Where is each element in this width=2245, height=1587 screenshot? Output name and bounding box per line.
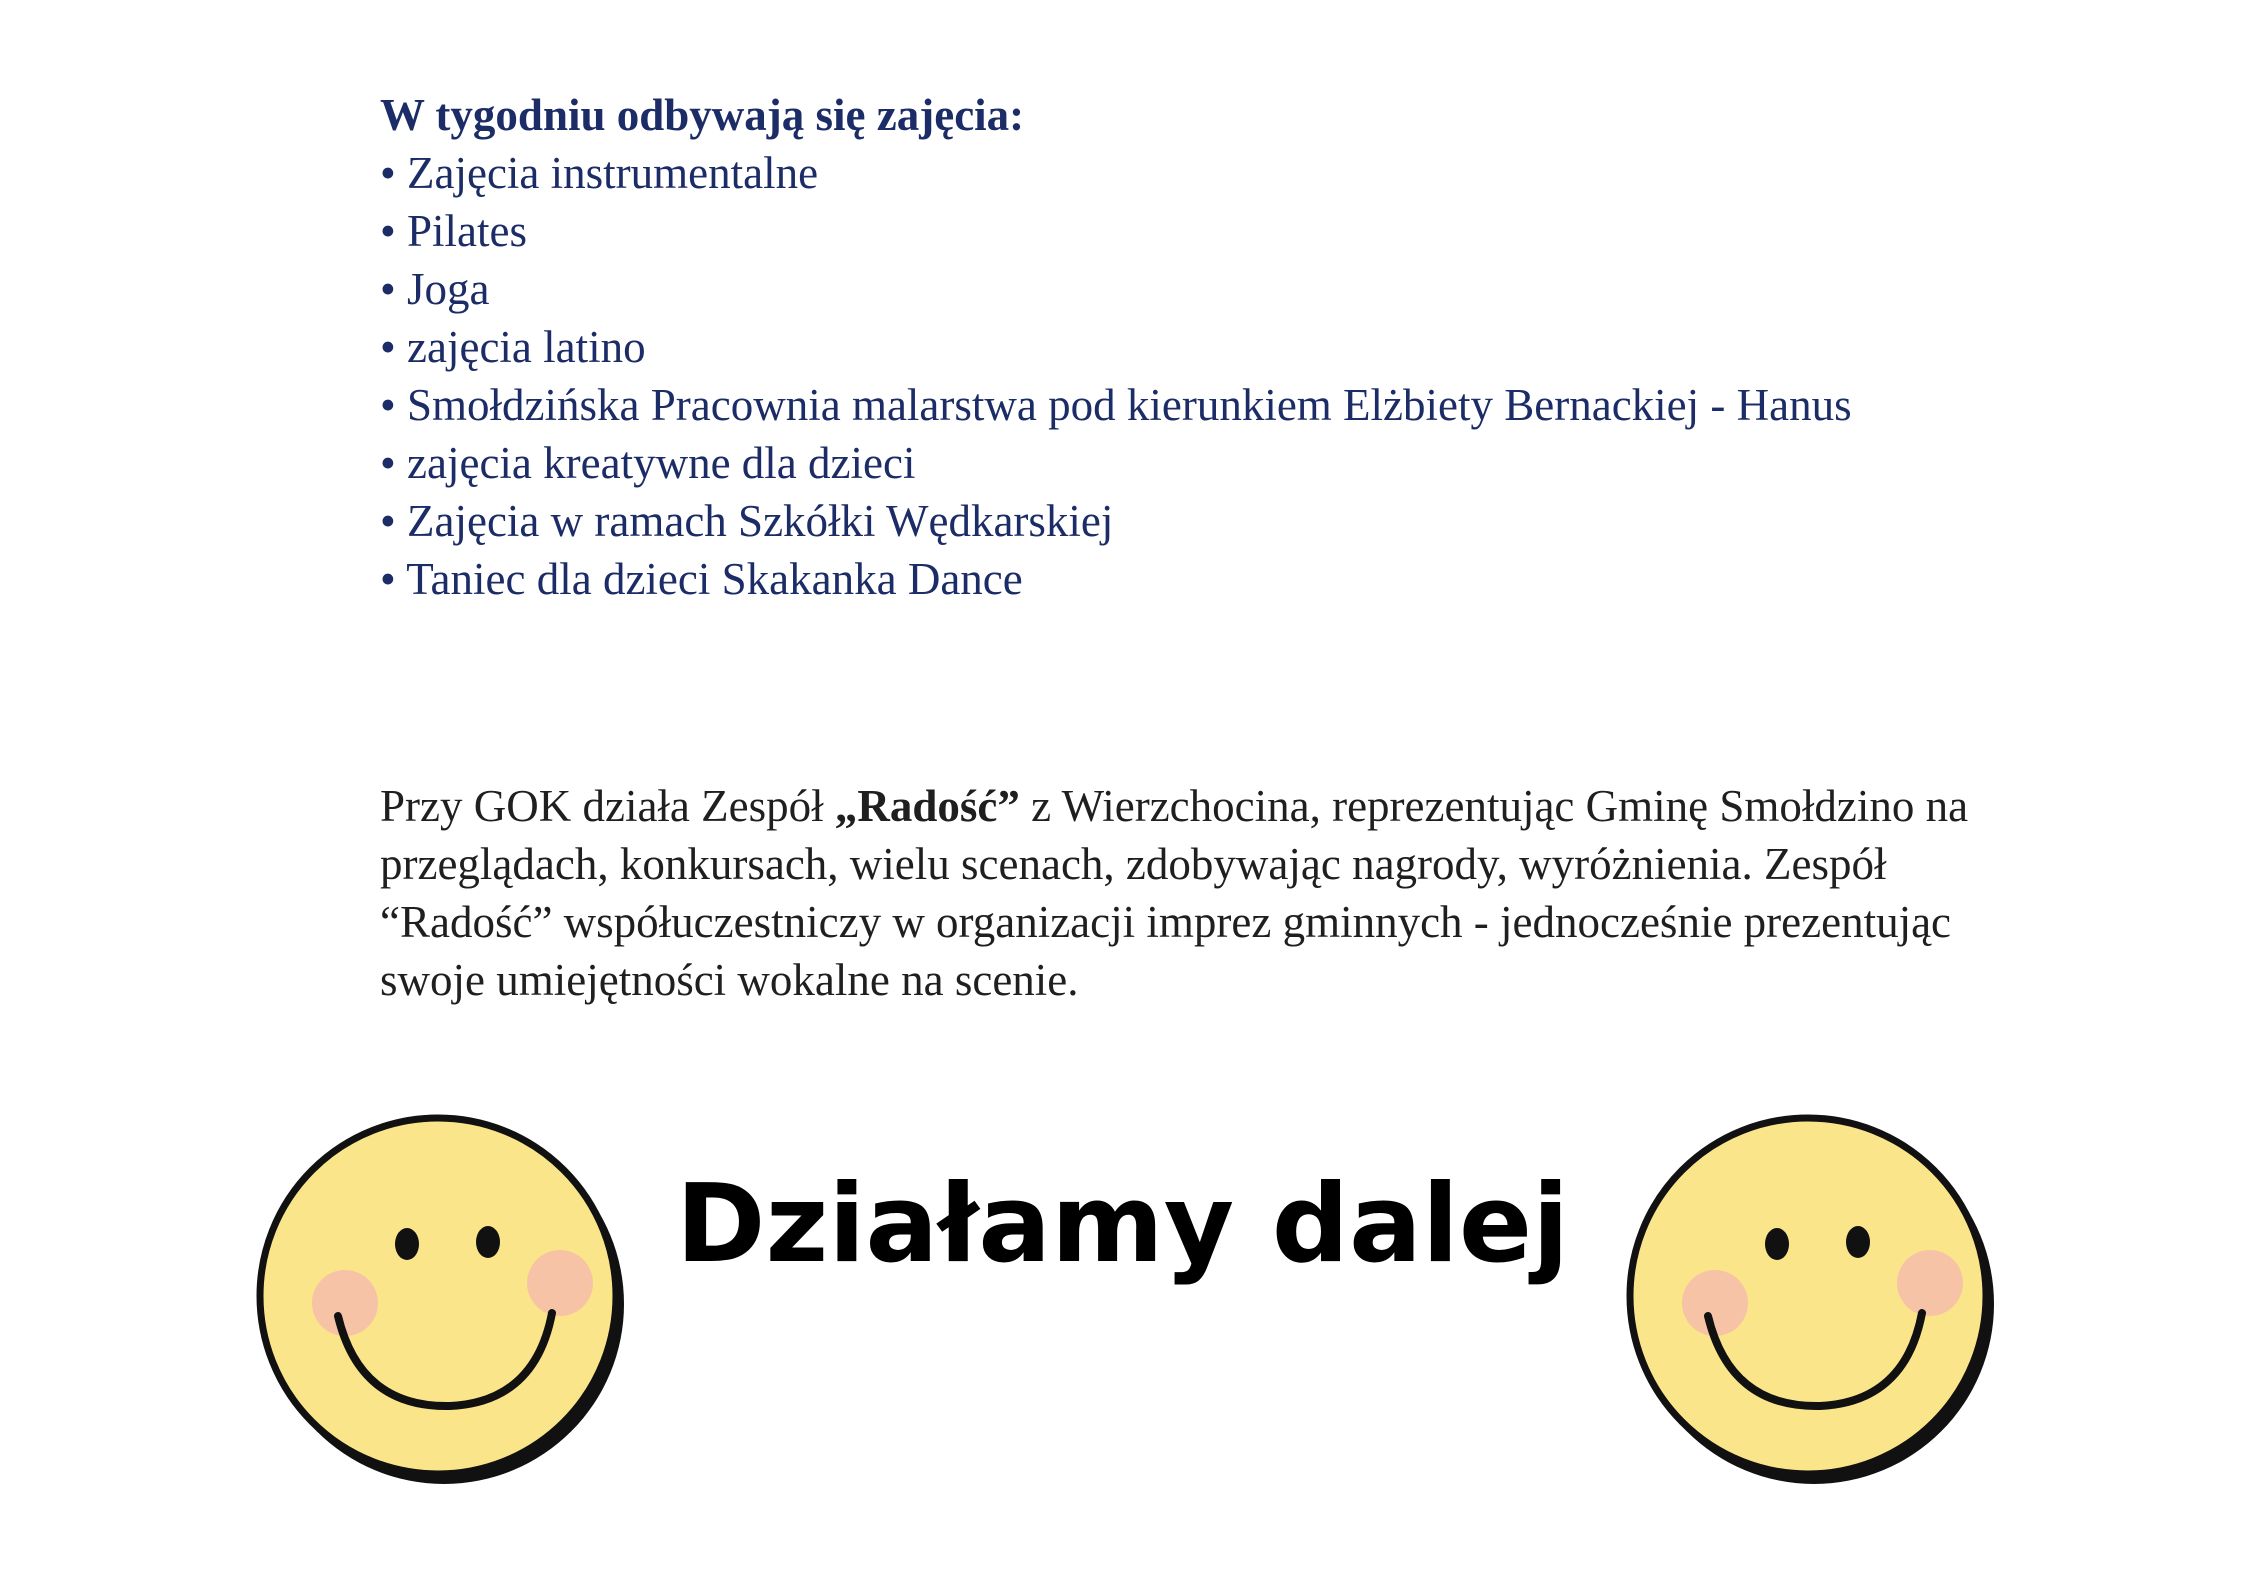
bullet: • [380,264,396,314]
weekly-classes-list [380,144,2000,608]
smiley-eye [1846,1226,1870,1258]
class-name: Zajęcia instrumentalne [407,148,819,198]
list-item [380,144,2000,202]
bullet: • [380,206,396,256]
smiley-cheek [1682,1270,1748,1336]
list-item [380,492,2000,550]
smiley-face-icon [1620,1108,2000,1488]
class-name: Zajęcia w ramach Szkółki Wędkarskiej [407,496,1114,546]
weekly-classes-heading: W tygodniu odbywają się zajęcia: [380,90,1025,140]
bullet: • [380,148,396,198]
class-name: Pilates [407,206,528,256]
bullet: • [380,322,396,372]
class-name: zajęcia latino [407,322,646,372]
ensemble-name: „Radość” [834,781,1020,831]
class-name: Taniec dla dzieci Skakanka Dance [406,554,1023,604]
list-item [380,434,2000,492]
smiley-eye [1765,1228,1789,1260]
list-item [380,202,2000,260]
bullet: • [380,554,396,604]
ensemble-paragraph [380,777,1980,1009]
class-name: Smołdzińska Pracownia malarstwa pod kierunkiem Elżbiety Bernackiej - Hanus [407,380,1852,430]
weekly-classes-section [380,86,2000,608]
bullet: • [380,438,396,488]
ensemble-intro: Przy GOK działa Zespół [380,781,835,831]
bullet: • [380,496,396,546]
headline: Działamy dalej [675,1162,1570,1287]
list-item [380,318,2000,376]
ensemble-description: z Wierzchocina, reprezentując Gminę Smołdzino na przeglądach, konkursach, wielu scenach, zdobywając nagrody, wyróżnienia. Zespół “Radość” współuczestniczy w organizacji imprez gminnych - jednocześnie prezentując swoje umiejętności wokalne na scenie. [380,781,1969,1005]
list-item [380,260,2000,318]
list-item [380,376,2000,434]
smiley-cheek [1897,1250,1963,1316]
class-name: zajęcia kreatywne dla dzieci [407,438,916,488]
bullet: • [380,380,396,430]
class-name: Joga [407,264,490,314]
list-item [380,550,2000,608]
